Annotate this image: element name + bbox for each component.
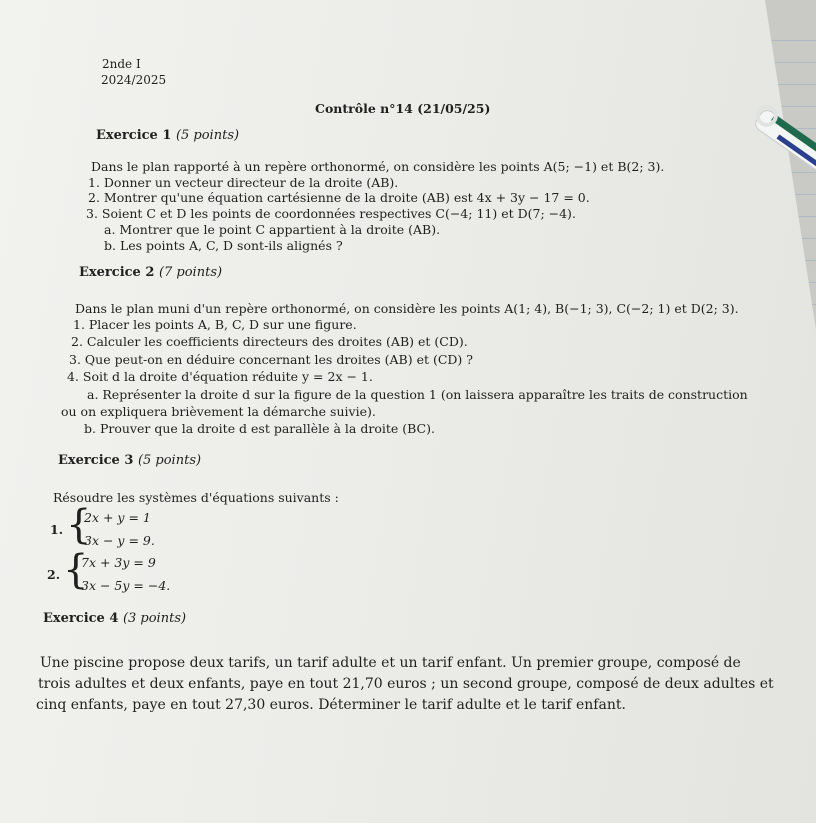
exercise-2-question-4b: b. Prouver que la droite d est parallèle à la droite (BC).	[84, 421, 435, 436]
school-year: 2024/2025	[101, 73, 167, 87]
exercise-1-question-1: 1. Donner un vecteur directeur de la droite (AB).	[88, 175, 399, 190]
exercise-1-title: Exercice 1	[96, 128, 172, 143]
exercise-1-question-3: 3. Soient C et D les points de coordonnées respectives C(−4; 11) et D(7; −4).	[86, 206, 576, 221]
system-2-equation-2: 3x − 5y = −4.	[81, 578, 171, 593]
exercise-4-text-line-1: Une piscine propose deux tarifs, un tarif adulte et un tarif enfant. Un premier groupe, composé de	[40, 655, 741, 671]
exercise-2-question-4a-line-2: ou on expliquera brièvement la démarche suivie).	[61, 404, 376, 419]
exercise-4-text-line-2: trois adultes et deux enfants, paye en tout 21,70 euros ; un second groupe, composé de deux adultes et	[38, 676, 774, 692]
exercise-3-heading	[58, 453, 201, 468]
exercise-1-question-2: 2. Montrer qu'une équation cartésienne de la droite (AB) est 4x + 3y − 17 = 0.	[88, 190, 590, 205]
exercise-1-points: (5 points)	[175, 128, 240, 143]
exercise-3-points: (5 points)	[137, 453, 202, 468]
exam-title: Contrôle n°14 (21/05/25)	[315, 101, 491, 116]
exercise-4-text-line-3: cinq enfants, paye en tout 27,30 euros. Déterminer le tarif adulte et le tarif enfant.	[36, 697, 626, 713]
exercise-2-points: (7 points)	[158, 265, 223, 280]
system-1-equation-2: 3x − y = 9.	[84, 533, 155, 548]
exercise-2-question-4: 4. Soit d la droite d'équation réduite y = 2x − 1.	[67, 369, 373, 384]
exercise-4-heading	[43, 611, 186, 626]
system-2-equation-1: 7x + 3y = 9	[81, 555, 156, 570]
exercise-2-question-1: 1. Placer les points A, B, C, D sur une figure.	[73, 317, 357, 332]
exercise-1-question-3b: b. Les points A, C, D sont-ils alignés ?	[104, 238, 343, 253]
exercise-4-points: (3 points)	[122, 611, 187, 626]
system-1-number: 1.	[50, 522, 64, 537]
exercise-3-intro: Résoudre les systèmes d'équations suivants :	[53, 490, 339, 505]
exercise-2-title: Exercice 2	[79, 265, 155, 280]
exercise-1-intro: Dans le plan rapporté à un repère orthonormé, on considère les points A(5; −1) et B(2; 3).	[91, 159, 665, 174]
class-label: 2nde I	[102, 57, 141, 71]
exercise-2-question-4a-line-1: a. Représenter la droite d sur la figure de la question 1 (on laissera apparaître les traits de construction	[87, 387, 748, 402]
exercise-1-question-3a: a. Montrer que le point C appartient à la droite (AB).	[104, 222, 441, 237]
system-1-equation-1: 2x + y = 1	[84, 510, 151, 525]
exercise-2-question-3: 3. Que peut-on en déduire concernant les droites (AB) et (CD) ?	[69, 352, 473, 367]
system-2-brace: {	[63, 547, 89, 593]
pen-icon	[742, 96, 816, 186]
exercise-2-heading	[79, 265, 222, 280]
exercise-1-heading	[96, 128, 239, 143]
exercise-2-question-2: 2. Calculer les coefficients directeurs des droites (AB) et (CD).	[71, 334, 468, 349]
exercise-2-intro: Dans le plan muni d'un repère orthonormé, on considère les points A(1; 4), B(−1; 3), C(−2; 1) et D(2; 3).	[75, 301, 739, 316]
system-1-brace: {	[66, 502, 92, 548]
exercise-4-title: Exercice 4	[43, 611, 119, 626]
system-2-number: 2.	[47, 567, 61, 582]
exercise-3-title: Exercice 3	[58, 453, 134, 468]
